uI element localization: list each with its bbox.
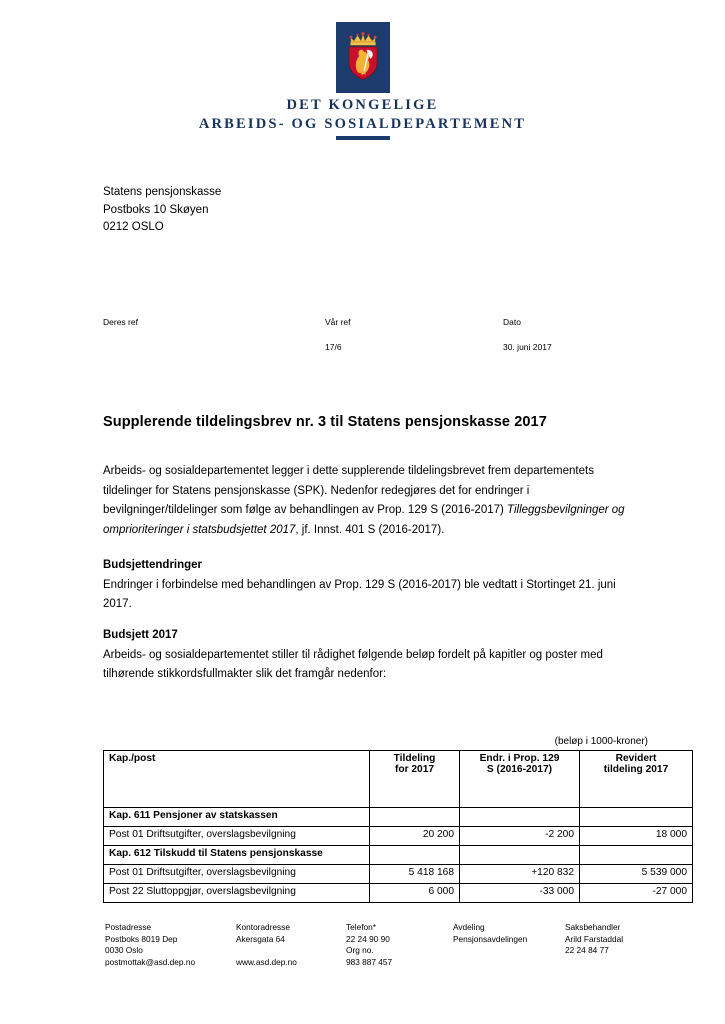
crown-icon [349,32,376,45]
footer-column-avdeling [453,922,563,945]
recipient-name: Statens pensjonskasse [103,186,222,198]
row-tildeling-value [370,808,460,827]
row-tildeling-value [370,846,460,865]
footer-org-no-value: 983 887 457 [346,956,393,967]
table-header [104,751,693,808]
var-ref-label: Vår ref [325,317,351,327]
intro-text-italic: Tilleggsbevilgninger og omprioriteringer i statsbudsjettet 2017 [103,504,625,536]
column-header-endring-line-2: S (2016-2017) [486,764,553,775]
table-row [104,827,693,846]
row-tildeling-value: 20 200 [370,827,460,846]
var-ref-value: 17/6 [325,342,342,352]
page-title: Supplerende tildelingsbrev nr. 3 til Statens pensjonskasse 2017 [103,414,547,430]
column-header-endring-line-1: Endr. i Prop. 129 [479,753,560,764]
footer-kontoradresse-line-1: Akersgata 64 [236,933,285,944]
footer-heading-postadresse: Postadresse [105,922,152,932]
section-text-budsjett-2017: Arbeids- og sosialdepartementet stiller til rådighet følgende beløp fordelt på kapitler og poster med tilhørende stikkordsfullmakter slik det framgår nedenfor: [103,648,603,680]
dato-label: Dato [503,317,521,327]
letterhead-line-1: DET KONGELIGE [286,97,439,113]
column-header-tildeling [370,751,460,808]
row-endring-value [460,846,580,865]
footer-postadresse-line-2: 0030 Oslo [105,945,143,956]
footer-heading-saksbehandler: Saksbehandler [565,922,621,932]
section-text-budsjettendringer: Endringer i forbindelse med behandlingen av Prop. 129 S (2016-2017) ble vedtatt i Stortinget 21. juni 2017. [103,578,616,610]
row-endring-value: +120 832 [460,865,580,884]
footer-saksbehandler-name: Arild Farstaddal [565,933,624,944]
row-post-label: Post 01 Driftsutgifter, overslagsbevilgning [104,827,370,846]
row-endring-value [460,808,580,827]
deres-ref-label: Deres ref [103,317,138,327]
column-header-revidert-line-1: Revidert [615,753,657,764]
footer-kontoradresse-website: www.asd.dep.no [236,956,297,967]
row-post-label: Post 01 Driftsutgifter, overslagsbevilgning [104,865,370,884]
footer-heading-telefon: Telefon* [346,922,376,932]
row-tildeling-value: 5 418 168 [370,865,460,884]
table-body [104,808,693,903]
intro-text-part-2: , jf. Innst. 401 S (2016-2017). [295,523,445,536]
letterhead [0,22,725,140]
recipient-city: 0212 OSLO [103,221,164,233]
norwegian-coat-of-arms-icon [336,22,390,90]
footer-kontoradresse-line-2 [236,945,346,957]
footer-postadresse-email: postmottak@asd.dep.no [105,956,196,967]
dato-column [503,317,552,352]
footer-column-postadresse [105,922,235,968]
column-header-kap-post: Kap./post [104,751,370,808]
row-endring-value: -2 200 [460,827,580,846]
row-revidert-value: 18 000 [580,827,693,846]
letterhead-underbar [336,136,390,140]
intro-text-part-1: Arbeids- og sosialdepartementet legger i dette supplerende tildelingsbrevet frem departementets tildelinger for Statens pensjonskasse (SPK). Nedenfor redegjøres det for endringer i bevilgninger/tildelinger som følge av behandlingen av Prop. 129 S (2016-2017) [103,465,594,516]
row-revidert-value: -27 000 [580,884,693,903]
column-header-endring [460,751,580,808]
letterhead-line-2: ARBEIDS- OG SOSIALDEPARTEMENT [198,115,527,132]
footer-postadresse-line-1: Postboks 8019 Dep [105,933,178,944]
deres-ref-column [103,317,138,342]
recipient-address [103,184,221,237]
budget-table [103,750,693,903]
intro-paragraph [103,462,629,540]
footer-column-telefon [346,922,451,968]
row-post-label: Post 22 Sluttoppgjør, overslagsbevilgning [104,884,370,903]
table-caption: (beløp i 1000-kroner) [554,736,648,747]
footer-saksbehandler-phone: 22 24 84 77 [565,945,609,956]
row-tildeling-value: 6 000 [370,884,460,903]
footer-org-no-label: Org no. [346,945,374,956]
dato-value: 30. juni 2017 [503,342,552,352]
table-header-row [104,751,693,808]
table-row [104,865,693,884]
row-revidert-value [580,846,693,865]
table-row [104,808,693,827]
row-revidert-value [580,808,693,827]
footer-column-saksbehandler [565,922,675,957]
crest-svg [343,29,383,83]
column-header-tildeling-line-1: Tildeling [393,753,436,764]
footer-telefon-number: 22 24 90 90 [346,933,390,944]
section-heading-budsjett-2017: Budsjett 2017 [103,629,178,641]
row-group-label: Kap. 612 Tilskudd til Statens pensjonskasse [104,846,370,865]
footer-column-kontoradresse [236,922,346,968]
column-header-revidert [580,751,693,808]
footer-heading-kontoradresse: Kontoradresse [236,922,290,932]
row-revidert-value: 5 539 000 [580,865,693,884]
section-budsjettendringer [103,556,629,615]
section-budsjett-2017 [103,626,629,685]
table-row [104,846,693,865]
row-group-label: Kap. 611 Pensjoner av statskassen [104,808,370,827]
table-row [104,884,693,903]
row-endring-value: -33 000 [460,884,580,903]
column-header-tildeling-line-2: for 2017 [394,764,435,775]
var-ref-column [325,317,351,352]
section-heading-budsjettendringer: Budsjettendringer [103,559,203,571]
column-header-revidert-line-2: tildeling 2017 [603,764,669,775]
crest-divider-bar [336,90,390,93]
footer-avdeling-value: Pensjonsavdelingen [453,933,528,944]
recipient-street: Postboks 10 Skøyen [103,203,209,216]
footer-heading-avdeling: Avdeling [453,922,485,932]
